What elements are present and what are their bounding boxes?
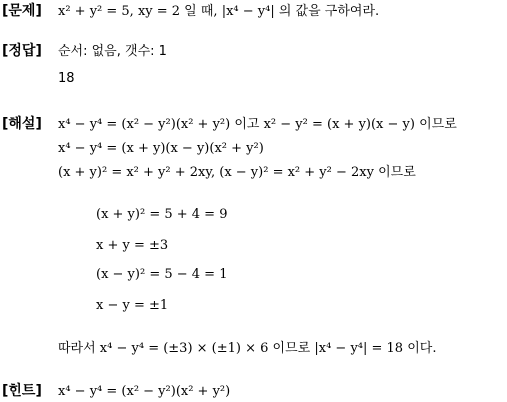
answer-value: 18 [58, 71, 75, 86]
solution-line-3: (x + y)² = x² + y² + 2xy, (x − y)² = x² + y² − 2xy 이므로 [58, 165, 416, 180]
answer-meta: 순서: 없음, 갯수: 1 [58, 44, 167, 59]
solution-tag: [해설] [2, 116, 42, 132]
solution-line-1: x⁴ − y⁴ = (x² − y²)(x² + y²) 이고 x² − y² = (x + y)(x − y) 이므로 [58, 117, 457, 132]
solution-step-1: (x + y)² = 5 + 4 = 9 [96, 207, 228, 222]
solution-step-2: x + y = ±3 [96, 238, 169, 253]
solution-conclusion: 따라서 x⁴ − y⁴ = (±3) × (±1) × 6 이므로 |x⁴ − y⁴| = 18 이다. [58, 341, 437, 356]
problem-text: x² + y² = 5, xy = 2 일 때, |x⁴ − y⁴| 의 값을 구하여라. [58, 4, 380, 19]
hint-tag: [힌트] [2, 383, 42, 399]
solution-line-2: x⁴ − y⁴ = (x + y)(x − y)(x² + y²) [58, 141, 264, 156]
hint-text: x⁴ − y⁴ = (x² − y²)(x² + y²) [58, 384, 231, 399]
answer-tag: [정답] [2, 43, 42, 59]
problem-tag: [문제] [2, 3, 42, 19]
solution-step-3: (x − y)² = 5 − 4 = 1 [96, 267, 228, 282]
solution-step-4: x − y = ±1 [96, 298, 169, 313]
